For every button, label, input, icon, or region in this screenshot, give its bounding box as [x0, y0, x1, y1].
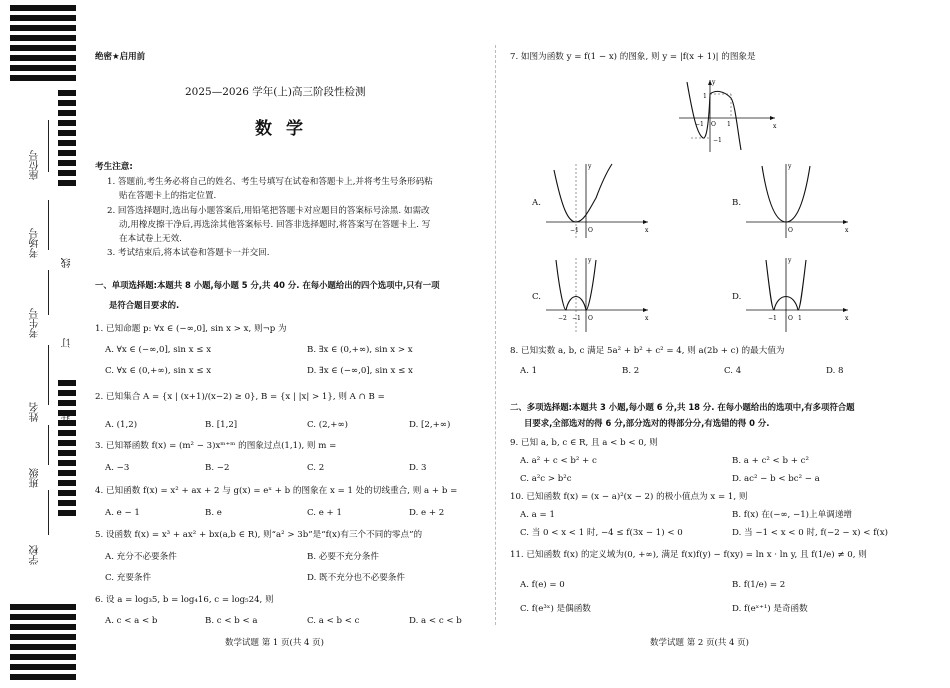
seal-line-mark: 线: [62, 258, 73, 268]
page-divider: [495, 45, 496, 625]
page-2: [510, 40, 910, 660]
question-2: 2. 已知集合 A = {x | (x+1)/(x−2) ≥ 0}, B = {x | |x| > 1}, 则 A ∩ B =: [95, 392, 385, 402]
option-7a-label: A.: [532, 198, 541, 208]
tick-label: −1: [713, 137, 722, 144]
option-5c: C. 充要条件: [105, 573, 152, 583]
page-2-footer: 数学试题 第 2 页(共 4 页): [650, 638, 749, 648]
option-4b: B. e: [205, 508, 222, 518]
axis-x-label: x: [773, 123, 777, 130]
class-label: 班级: [30, 468, 41, 488]
origin-label: O: [788, 315, 793, 322]
seat-number-label: 座位号: [30, 150, 41, 180]
seal-pack-mark: 装: [62, 410, 73, 420]
origin-label: O: [588, 227, 593, 234]
notice-line: 3. 考试结束后,将本试卷和答题卡一并交回.: [107, 248, 270, 258]
option-2a: A. (1,2): [105, 420, 138, 430]
seal-bind-mark: 订: [62, 338, 73, 348]
option-9a: A. a² + c < b² + c: [520, 456, 597, 466]
exam-title: 2025—2026 学年(上)高三阶段性检测: [185, 86, 366, 98]
section-2-heading-cont: 目要求,全部选对的得 6 分,部分选对的得部分分,有选错的得 0 分.: [524, 418, 770, 428]
option-5a: A. 充分不必要条件: [105, 552, 177, 562]
page-1-footer: 数学试题 第 1 页(共 4 页): [225, 638, 324, 648]
option-10c: C. 当 0 < x < 1 时, −4 ≤ f(3x − 1) < 0: [520, 528, 683, 538]
option-3a: A. −3: [105, 463, 130, 473]
section-1-heading: 一、单项选择题:本题共 8 小题,每小题 5 分,共 40 分. 在每小题给出的四个选项中,只有一项: [95, 280, 440, 290]
question-11: 11. 已知函数 f(x) 的定义域为(0, +∞), 满足 f(x)f(y) − f(xy) = ln x · ln y, 且 f(1/e) ≠ 0, 则: [510, 550, 867, 560]
option-2b: B. [1,2]: [205, 420, 238, 430]
candidate-number-label: 考生号: [30, 308, 41, 338]
question-8: 8. 已知实数 a, b, c 满足 5a² + b² + c² = 4, 则 a(2b + c) 的最大值为: [510, 346, 785, 356]
question-4: 4. 已知函数 f(x) = x² + ax + 2 与 g(x) = eˣ + b 的图象在 x = 1 处的切线重合, 则 a + b =: [95, 486, 458, 496]
option-6a: A. c < a < b: [105, 616, 158, 626]
option-1c: C. ∀x ∈ (0,+∞), sin x ≤ x: [105, 366, 212, 376]
page-1: [95, 40, 483, 660]
axis-y-label: y: [788, 257, 792, 264]
question-5: 5. 设函数 f(x) = x³ + ax² + bx(a,b ∈ R), 则“a² > 3b”是“f(x)有三个不同的零点”的: [95, 530, 423, 540]
axis-y-label: y: [712, 79, 716, 86]
option-3b: B. −2: [205, 463, 230, 473]
option-4d: D. e + 2: [409, 508, 445, 518]
option-6c: C. a < b < c: [307, 616, 360, 626]
option-6d: D. a < c < b: [409, 616, 462, 626]
option-1a: A. ∀x ∈ (−∞,0], sin x ≤ x: [105, 345, 212, 355]
option-11c: C. f(e³ˣ) 是偶函数: [520, 604, 591, 614]
axis-x-label: x: [845, 315, 849, 322]
axis-x-label: x: [645, 227, 649, 234]
axis-y-label: y: [588, 257, 592, 264]
question-1: 1. 已知命题 p: ∀x ∈ (−∞,0], sin x > x, 则¬p 为: [95, 324, 287, 334]
option-4a: A. e − 1: [105, 508, 140, 518]
option-7d-graph: [744, 254, 854, 334]
origin-label: O: [588, 315, 593, 322]
axis-x-label: x: [845, 227, 849, 234]
secret-label: 绝密★启用前: [95, 52, 146, 62]
option-7d-label: D.: [732, 292, 742, 302]
notice-title: 考生注意:: [95, 162, 133, 172]
axis-x-label: x: [645, 315, 649, 322]
option-7c-graph: [544, 254, 654, 334]
option-5b: B. 必要不充分条件: [307, 552, 379, 562]
subject-title: 数学: [255, 119, 317, 139]
tick-label: −1: [768, 315, 777, 322]
option-7b-graph: [744, 160, 854, 240]
option-1b: B. ∃x ∈ (0,+∞), sin x > x: [307, 345, 413, 355]
tick-label: 1: [727, 121, 731, 128]
option-7c-label: C.: [532, 292, 542, 302]
tick-label: −1: [572, 315, 581, 322]
question-9: 9. 已知 a, b, c ∈ R, 且 a < b < 0, 则: [510, 438, 658, 448]
question-7-main-graph: [675, 76, 785, 156]
option-7a-graph: [544, 160, 654, 240]
option-4c: C. e + 1: [307, 508, 342, 518]
question-3: 3. 已知幂函数 f(x) = (m² − 3)xᵐ⁺ᵐ 的图象过点(1,1), 则 m =: [95, 441, 337, 451]
question-7: 7. 如图为函数 y = f(1 − x) 的图象, 则 y = |f(x + 1)| 的图象是: [510, 52, 756, 62]
section-2-heading: 二、多项选择题:本题共 3 小题,每小题 6 分,共 18 分. 在每小题给出的选项中,有多项符合题: [510, 402, 855, 412]
school-label: 学校: [30, 545, 41, 565]
option-2d: D. [2,+∞): [409, 420, 451, 430]
question-6: 6. 设 a = log₃5, b = log₄16, c = log₅24, 则: [95, 595, 274, 605]
option-11b: B. f(1/e) = 2: [732, 580, 786, 590]
option-10a: A. a = 1: [520, 510, 555, 520]
question-10: 10. 已知函数 f(x) = (x − a)²(x − 2) 的极小值点为 x = 1, 则: [510, 492, 748, 502]
tick-label: −1: [695, 121, 704, 128]
option-10b: B. f(x) 在(−∞, −1)上单调递增: [732, 510, 853, 520]
notice-line: 2. 回答选择题时,选出每小题答案后,用铅笔把答题卡对应题目的答案标号涂黑. 如需改: [107, 206, 430, 216]
origin-label: O: [711, 121, 716, 128]
option-10d: D. 当 −1 < x < 0 时, f(−2 − x) < f(x): [732, 528, 888, 538]
tick-label: 1: [703, 93, 707, 100]
option-1d: D. ∃x ∈ (−∞,0], sin x ≤ x: [307, 366, 413, 376]
option-2c: C. (2,+∞): [307, 420, 348, 430]
option-11d: D. f(eˣ⁺¹) 是奇函数: [732, 604, 808, 614]
notice-line: 在本试卷上无效.: [119, 234, 182, 244]
name-label: 姓名: [30, 402, 41, 422]
option-9c: C. a²c > b²c: [520, 474, 572, 484]
notice-line: 贴在答题卡上的指定位置.: [119, 191, 217, 201]
binding-strip: [0, 0, 78, 688]
option-3d: D. 3: [409, 463, 427, 473]
option-3c: C. 2: [307, 463, 325, 473]
tick-label: −1: [570, 227, 579, 234]
section-1-heading-cont: 是符合题目要求的.: [109, 300, 180, 310]
option-8a: A. 1: [520, 366, 538, 376]
option-11a: A. f(e) = 0: [520, 580, 565, 590]
notice-line: 1. 答题前,考生务必将自己的姓名、考生号填写在试卷和答题卡上,并将考生号条形码粘: [107, 177, 433, 187]
option-9b: B. a + c² < b + c²: [732, 456, 809, 466]
option-5d: D. 既不充分也不必要条件: [307, 573, 405, 583]
notice-line: 动,用橡皮擦干净后,再选涂其他答案标号. 回答非选择题时,将答案写在答题卡上. 写: [119, 220, 431, 230]
option-6b: B. c < b < a: [205, 616, 258, 626]
axis-y-label: y: [588, 163, 592, 170]
option-8c: C. 4: [724, 366, 742, 376]
axis-y-label: y: [788, 163, 792, 170]
origin-label: O: [788, 227, 793, 234]
exam-room-label: 考场号: [30, 228, 41, 258]
option-7b-label: B.: [732, 198, 742, 208]
tick-label: 1: [798, 315, 802, 322]
option-9d: D. ac² − b < bc² − a: [732, 474, 820, 484]
option-8b: B. 2: [622, 366, 640, 376]
option-8d: D. 8: [826, 366, 844, 376]
tick-label: −2: [558, 315, 567, 322]
